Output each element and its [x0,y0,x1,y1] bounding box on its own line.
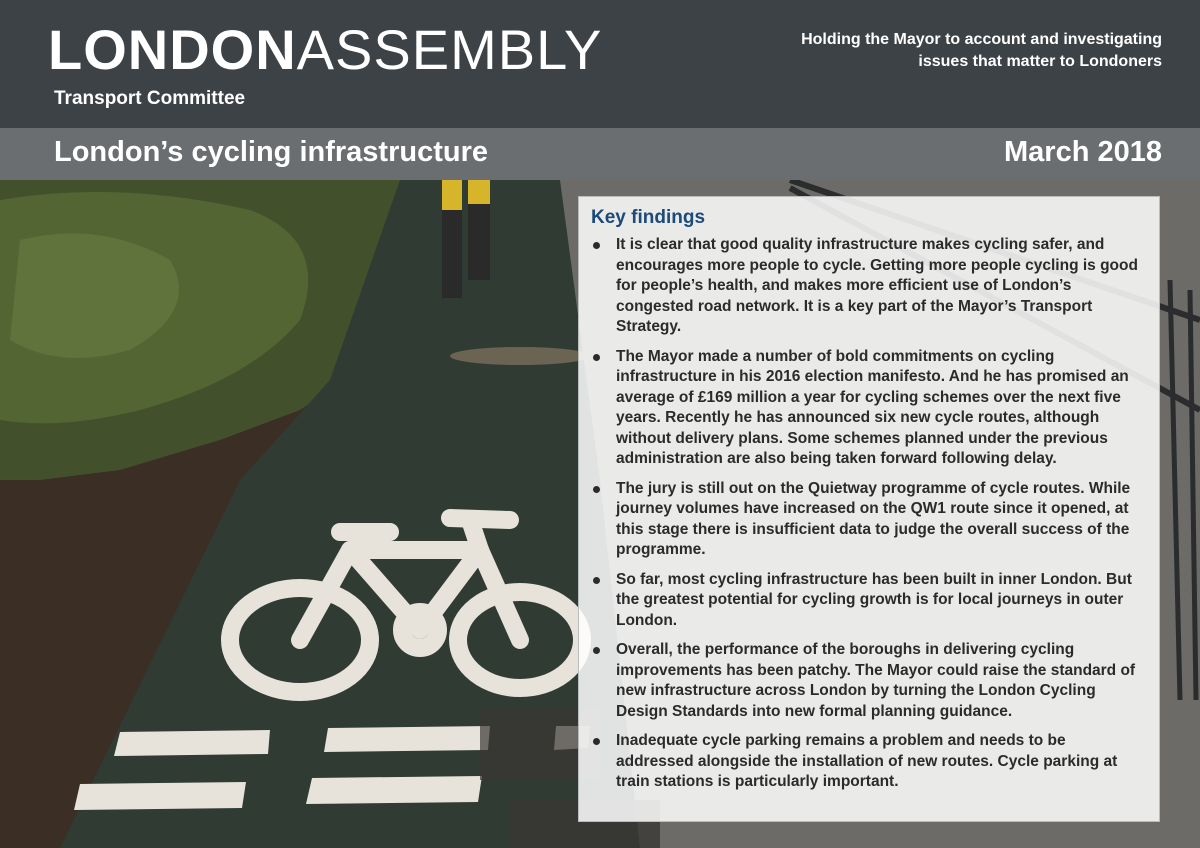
tagline [742,29,1162,73]
bullet-icon [593,577,600,584]
committee-name: Transport Committee [54,88,246,109]
finding-text: Inadequate cycle parking remains a problem and needs to be addressed alongside the installation of new routes. Cycle parking at train stations is particularly important. [616,732,1118,790]
finding-text: The jury is still out on the Quietway programme of cycle routes. While journey volumes have increased on the QW1 route since it opened, at this stage there is insufficient data to judge the overall success of the programme. [616,479,1131,558]
bullet-icon [593,486,600,493]
key-findings-panel [578,196,1160,822]
list-item [591,570,1145,632]
bullet-icon [593,242,600,249]
page-title: London’s cycling infrastructure [54,136,488,168]
list-item [591,347,1145,470]
london-assembly-logo [48,18,602,82]
list-item [591,640,1145,722]
list-item [591,479,1145,561]
logo-light-text: ASSEMBLY [296,18,603,81]
title-bar [0,128,1200,180]
tagline-line-1: Holding the Mayor to account and investigating [801,31,1162,48]
finding-text: Overall, the performance of the boroughs in delivering cycling improvements has been patchy. The Mayor could raise the standard of new infrastructure across London by turning the London Cycling Design Standards into new formal planning guidance. [616,641,1136,720]
key-findings-heading: Key findings [591,207,706,228]
bullet-icon [593,738,600,745]
finding-text: The Mayor made a number of bold commitments on cycling infrastructure in his 2016 election manifesto. And he has promised an average of £169 million a year for cycling schemes over the next five years. Recently he has announced six new cycle routes, although without delivery plans. Some schemes planned under the previous administration are also being taken forward following delay. [616,347,1129,467]
key-findings-list [591,235,1145,793]
bullet-icon [593,354,600,361]
tagline-line-2: issues that matter to Londoners [918,53,1162,70]
report-date: March 2018 [1004,136,1162,168]
list-item [591,731,1145,793]
finding-text: It is clear that good quality infrastructure makes cycling safer, and encourages more people to cycle. Getting more people cycling is good for people’s health, and makes more efficient use of London’s congested road network. It is a key part of the Mayor’s Transport Strategy. [616,236,1138,335]
finding-text: So far, most cycling infrastructure has been built in inner London. But the greatest potential for cycling growth is for local journeys in outer London. [616,570,1132,629]
logo-bold-text: LONDON [48,18,297,81]
list-item [591,235,1145,338]
bullet-icon [593,647,600,654]
header [0,0,1200,128]
